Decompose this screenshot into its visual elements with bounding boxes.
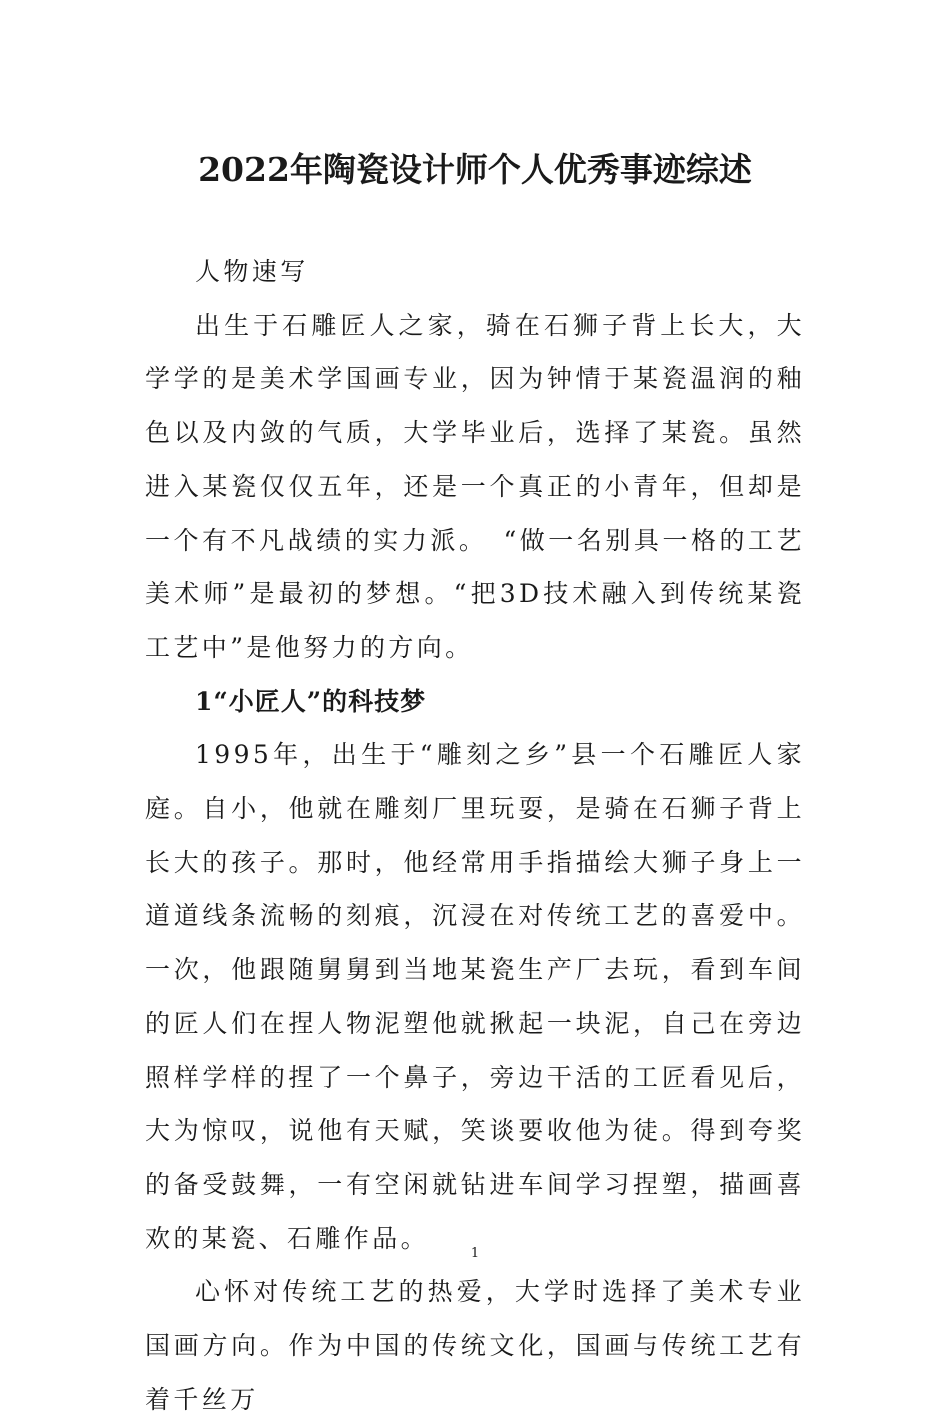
body-paragraph: 1995年，出生于“雕刻之乡”县一个石雕匠人家庭。自小，他就在雕刻厂里玩耍，是骑在石狮子背上长大的孩子。那时，他经常用手指描绘大狮子身上一道道线条流畅的刻痕，沉浸在对传统工艺的喜爱中。一次，他跟随舅舅到当地某瓷生产厂去玩，看到车间的匠人们在捏人物泥塑他就揪起一块泥，自己在旁边照样学样的捏了一个鼻子，旁边干活的工匠看见后，大为惊叹，说他有天赋，笑谈要收他为徒。得到夸奖的备受鼓舞，一有空闲就钻进车间学习捏塑，描画喜欢的某瓷、石雕作品。: [145, 740, 805, 1253]
section-heading: 1“小匠人”的科技梦: [195, 686, 427, 716]
page-number: 1: [470, 1246, 480, 1261]
intro-paragraph: 出生于石雕匠人之家，骑在石狮子背上长大，大学学的是美术学国画专业，因为钟情于某瓷温润的釉色以及内敛的气质，大学毕业后，选择了某瓷。虽然进入某瓷仅仅五年，还是一个真正的小青年，但却是一个有不凡战绩的实力派。 “做一名别具一格的工艺美术师”是最初的梦想。“把3D技术融入到传统某瓷工艺中”是他努力的方向。: [145, 310, 805, 662]
body-paragraph: 心怀对传统工艺的热爱，大学时选择了美术专业国画方向。作为中国的传统文化，国画与传统工艺有着千丝万: [145, 1277, 805, 1414]
section-label-paragraph: 人物速写: [195, 257, 309, 286]
document-title: 2022年陶瓷设计师个人优秀事迹综述: [198, 150, 752, 189]
